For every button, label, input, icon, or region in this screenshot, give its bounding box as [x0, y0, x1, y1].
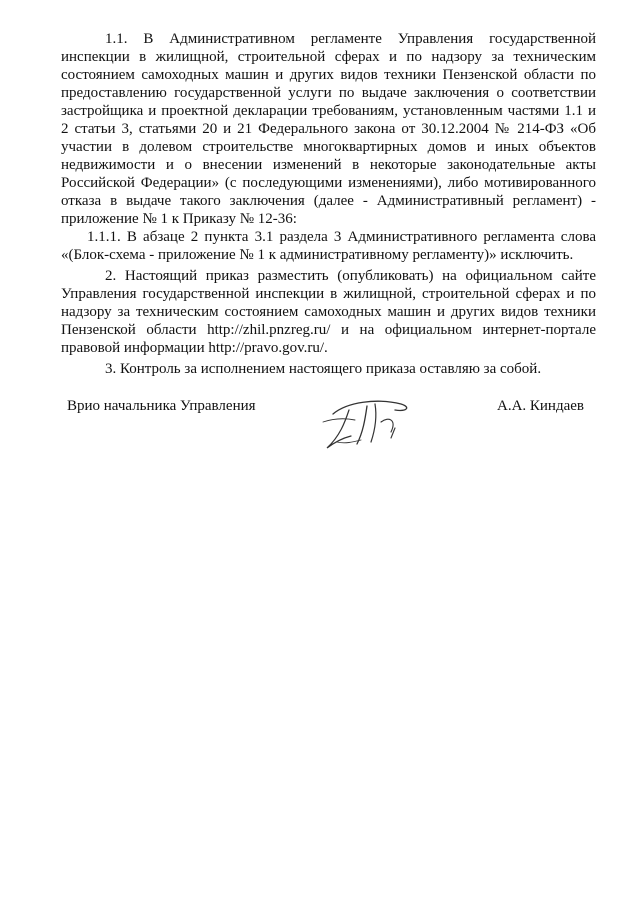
handwritten-signature — [315, 392, 425, 454]
paragraph-2: 2. Настоящий приказ разместить (опубликовать) на официальном сайте Управления государственной инспекции в жилищной, строительной сферах и по надзору за техническим состоянием самоходных машин и других видов техники Пензенской области http://zhil.pnzreg.ru/ и на официальном интернет-портале правовой информации http://pravo.gov.ru/. — [61, 268, 596, 356]
paragraph-3: 3. Контроль за исполнением настоящего приказа оставляю за собой. — [105, 361, 542, 377]
paragraph-1-1-1: 1.1.1. В абзаце 2 пункта 3.1 раздела 3 Административного регламента слова «(Блок-схема - приложение № 1 к административному регламенту)» исключить. — [61, 229, 596, 263]
signatory-title: Врио начальника Управления — [67, 398, 256, 414]
document-body — [61, 30, 596, 378]
signatory-name: А.А. Киндаев — [496, 398, 584, 414]
paragraph-1-1: 1.1. В Административном регламенте Управления государственной инспекции в жилищной, строительной сферах и по надзору за техническим состоянием самоходных машин и других видов техники Пензенской области по предоставлению государственной услуги по выдаче заключения о соответствии застройщика и проектной декларации требованиям, установленным частями 1.1 и 2 статьи 3, статьями 20 и 21 Федерального закона от 30.12.2004 № 214-ФЗ «Об участии в долевом строительстве многоквартирных домов и иных объектов недвижимости и о внесении изменений в некоторые законодательные акты Российской Федерации» (с последующими изменениями), либо мотивированного отказа в выдаче такого заключения (далее - Административный регламент) - приложение № 1 к Приказу № 12-36: — [61, 31, 596, 227]
signature-block — [61, 394, 596, 464]
